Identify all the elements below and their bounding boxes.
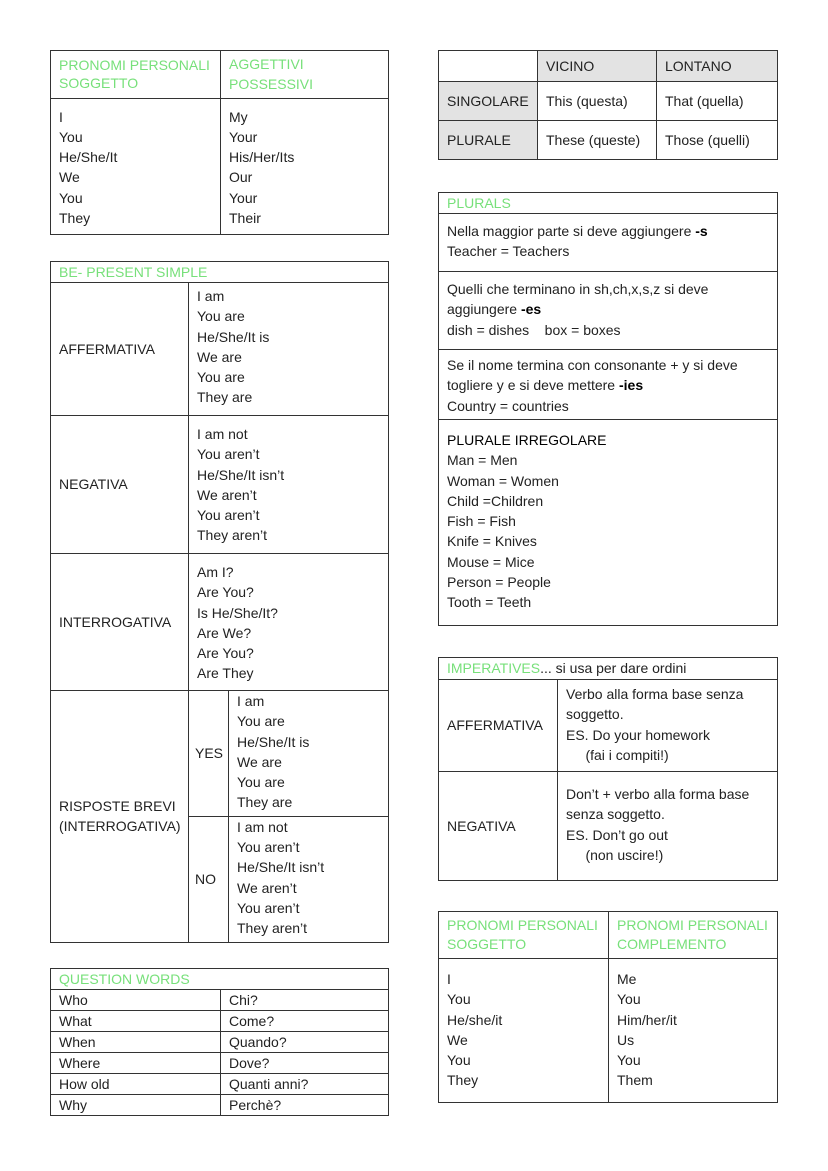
table-row	[51, 1011, 389, 1032]
cell-those: Those (quelli)	[657, 121, 778, 160]
rule-text: Nella maggior parte si deve aggiungere	[447, 223, 696, 239]
row-label-interrogativa: INTERROGATIVA	[51, 554, 189, 691]
list-line: You are	[197, 369, 245, 386]
list-line: Mouse = Mice	[447, 553, 535, 570]
list-line: Knife = Knives	[447, 533, 537, 550]
list-line: He/She/It	[59, 149, 118, 166]
irregular-list	[447, 450, 769, 612]
irregular-plurals	[439, 420, 778, 626]
list-line: You are	[237, 774, 285, 791]
italian-word: Dove?	[221, 1053, 389, 1074]
english-word: What	[51, 1011, 221, 1032]
header-possessive-adjectives: AGGETTIVI POSSESSIVI	[221, 51, 389, 99]
rule-text: Quelli che terminano in sh,ch,x,s,z si deve aggiungere	[447, 281, 709, 318]
plurals-table	[438, 192, 778, 626]
cell-that: That (quella)	[657, 82, 778, 121]
subject-list	[439, 959, 609, 1103]
list-line: My	[229, 108, 248, 125]
list-line: Child =Children	[447, 492, 544, 509]
list-line: Him/her/it	[617, 1011, 677, 1028]
subject-list	[51, 98, 221, 234]
list-line: Are They	[197, 665, 254, 682]
list-line: Are We?	[197, 624, 252, 641]
list-line: He/She/It isn’t	[237, 859, 325, 876]
row-plurale: PLURALE	[439, 121, 538, 160]
interrogativa-lines	[189, 554, 389, 691]
list-line: You aren’t	[237, 899, 300, 916]
rule-example: dish = dishes box = boxes	[447, 321, 621, 338]
list-line: He/She/It isn’t	[197, 466, 285, 483]
question-words-title: QUESTION WORDS	[51, 969, 389, 990]
list-line: Person = People	[447, 574, 551, 591]
list-line: Verbo alla forma base senza soggetto.	[566, 686, 744, 723]
row-label-negativa: NEGATIVA	[439, 772, 558, 881]
list-line: Your	[229, 128, 258, 145]
demonstratives-table	[438, 50, 778, 160]
list-line: You are	[237, 713, 285, 730]
imperatives-title-green: IMPERATIVES	[447, 660, 541, 676]
table-row	[51, 990, 389, 1011]
list-line: Woman = Women	[447, 472, 559, 489]
italian-word: Perchè?	[221, 1095, 389, 1116]
corner-cell	[439, 51, 538, 82]
list-line: (non uscire!)	[566, 846, 664, 863]
list-line: Fish = Fish	[447, 513, 516, 530]
header-object-pronouns: PRONOMI PERSONALI COMPLEMENTO	[609, 912, 778, 959]
no-label: NO	[189, 816, 229, 942]
be-present-simple-table	[50, 261, 389, 943]
no-lines	[229, 816, 389, 942]
list-line: Don’t + verbo alla forma base senza soggetto.	[566, 786, 750, 823]
list-line: They	[447, 1072, 479, 1089]
rule-suffix: -es	[520, 301, 542, 318]
list-line: I	[59, 108, 63, 125]
rule-suffix: -ies	[618, 377, 644, 394]
english-word: Why	[51, 1095, 221, 1116]
list-line: Our	[229, 169, 253, 186]
english-word: When	[51, 1032, 221, 1053]
list-line: They are	[197, 389, 253, 406]
english-word: How old	[51, 1074, 221, 1095]
list-line: They aren’t	[237, 920, 308, 937]
table-row	[51, 1095, 389, 1116]
imperatives-title-rest: ... si usa per dare ordini	[540, 660, 687, 676]
list-line: Am I?	[197, 564, 234, 580]
table-row	[51, 1053, 389, 1074]
plurals-title: PLURALS	[439, 193, 778, 214]
object-list	[609, 959, 778, 1103]
row-label-negativa: NEGATIVA	[51, 416, 189, 554]
list-line: Us	[617, 1031, 635, 1048]
question-words-table	[50, 968, 389, 1116]
row-singolare: SINGOLARE	[439, 82, 538, 121]
list-line: They	[59, 210, 91, 227]
cell-these: These (queste)	[538, 121, 657, 160]
row-label-risposte: RISPOSTE BREVI (INTERROGATIVA)	[51, 691, 189, 943]
list-line: You	[447, 1052, 471, 1069]
row-label-affermativa: AFFERMATIVA	[439, 680, 558, 772]
list-line: I am	[237, 693, 265, 709]
imperatives-table	[438, 657, 778, 881]
header-subject-pronouns: PRONOMI PERSONALI SOGGETTO	[51, 51, 221, 99]
list-line: You	[617, 1052, 641, 1069]
imperatives-title	[439, 658, 778, 680]
list-line: (fai i compiti!)	[566, 746, 669, 763]
imperative-negativa-text	[558, 772, 778, 881]
cell-this: This (questa)	[538, 82, 657, 121]
list-line: We	[447, 1031, 468, 1048]
list-line: Their	[229, 210, 261, 227]
yes-lines	[229, 691, 389, 817]
list-line: You	[617, 991, 641, 1008]
list-line: Is He/She/It?	[197, 604, 278, 621]
rule-example: Country = countries	[447, 397, 569, 414]
list-line: He/She/It is	[197, 328, 270, 345]
object-pronouns-table	[438, 911, 778, 1103]
list-line: ES. Don’t go out	[566, 826, 668, 843]
header-lontano: LONTANO	[657, 51, 778, 82]
list-line: You aren’t	[197, 446, 260, 463]
italian-word: Come?	[221, 1011, 389, 1032]
header-subject-pronouns: PRONOMI PERSONALI SOGGETTO	[439, 912, 609, 959]
italian-word: Quanti anni?	[221, 1074, 389, 1095]
list-line: They are	[237, 794, 293, 811]
list-line: We are	[237, 753, 282, 770]
be-title: BE- PRESENT SIMPLE	[51, 262, 389, 283]
list-line: I am not	[237, 818, 288, 835]
english-word: Where	[51, 1053, 221, 1074]
list-line: We aren’t	[237, 879, 297, 896]
english-word: Who	[51, 990, 221, 1011]
list-line: We aren’t	[197, 486, 257, 503]
table-row	[51, 1074, 389, 1095]
italian-word: Chi?	[221, 990, 389, 1011]
list-line: You	[59, 128, 83, 145]
rule-example: Teacher = Teachers	[447, 243, 570, 260]
plural-rule-ies	[439, 350, 778, 420]
list-line: We are	[197, 348, 242, 365]
rule-suffix: -s	[695, 223, 708, 239]
plural-rule-s	[439, 214, 778, 272]
irregular-title: PLURALE IRREGOLARE	[447, 432, 607, 448]
list-line: You aren’t	[237, 839, 300, 856]
list-line: Your	[229, 189, 258, 206]
list-line: He/She/It is	[237, 733, 310, 750]
list-line: You are	[197, 308, 245, 325]
list-line: We	[59, 169, 80, 186]
affermativa-lines	[189, 283, 389, 416]
list-line: You aren’t	[197, 507, 260, 524]
imperative-affermativa-text	[558, 680, 778, 772]
possessives-table	[50, 50, 389, 235]
rule-text: Se il nome termina con consonante + y si deve togliere y e si deve mettere	[447, 357, 738, 394]
list-line: ES. Do your homework	[566, 726, 710, 743]
list-line: They aren’t	[197, 527, 268, 544]
row-label-affermativa: AFFERMATIVA	[51, 283, 189, 416]
negativa-lines	[189, 416, 389, 554]
list-line: Me	[617, 971, 637, 987]
list-line: His/Her/Its	[229, 149, 295, 166]
list-line: Are You?	[197, 584, 254, 601]
adjective-list	[221, 98, 389, 234]
yes-label: YES	[189, 691, 229, 817]
list-line: I am	[197, 288, 225, 304]
list-line: He/she/it	[447, 1011, 503, 1028]
table-row	[51, 1032, 389, 1053]
list-line: Tooth = Teeth	[447, 594, 532, 611]
header-vicino: VICINO	[538, 51, 657, 82]
list-line: Man = Men	[447, 452, 518, 469]
plural-rule-es	[439, 272, 778, 350]
list-line: Them	[617, 1072, 653, 1089]
list-line: You	[59, 189, 83, 206]
list-line: I	[447, 971, 451, 987]
list-line: I am not	[197, 426, 248, 442]
list-line: Are You?	[197, 645, 254, 662]
list-line: You	[447, 991, 471, 1008]
italian-word: Quando?	[221, 1032, 389, 1053]
